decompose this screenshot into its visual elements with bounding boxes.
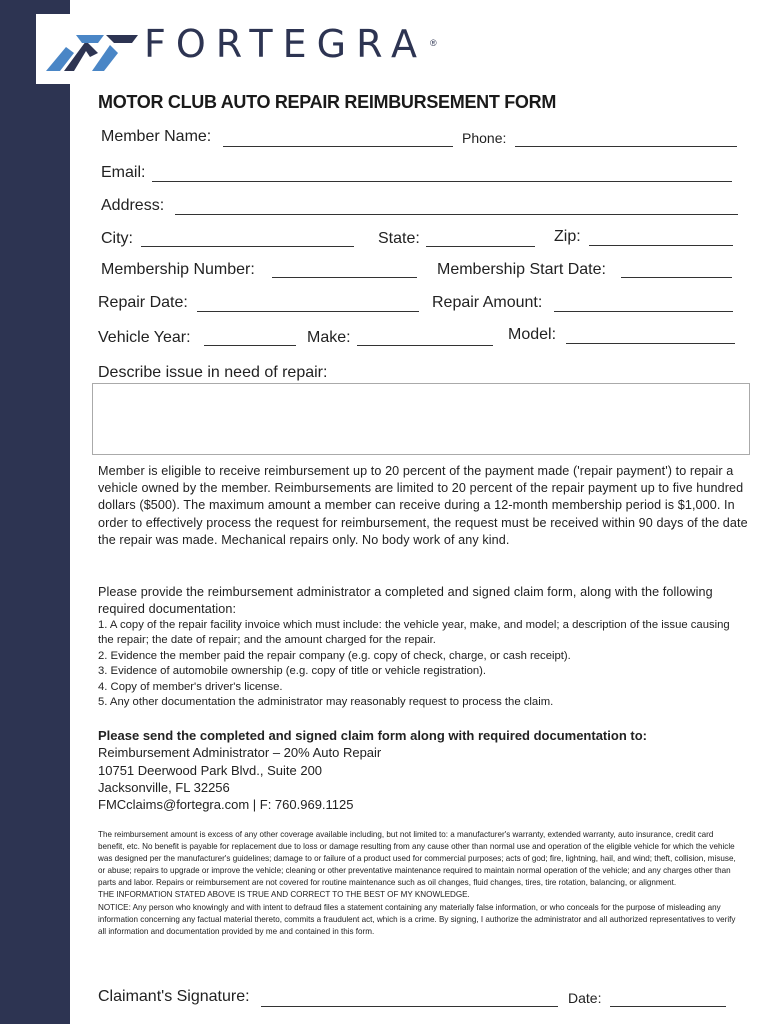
form-title: MOTOR CLUB AUTO REPAIR REIMBURSEMENT FORM: [98, 92, 557, 112]
member-name-field[interactable]: [223, 146, 453, 147]
fortegra-logo-mark-icon: [46, 27, 140, 71]
documentation-item: 1. A copy of the repair facility invoice which must include: the vehicle year, make, and model; a description of the issue causing the repair; the date of repair; and the amount charged for the repair.: [98, 619, 730, 647]
documentation-list: [98, 618, 748, 710]
membership-number-field[interactable]: [272, 277, 417, 278]
address-line-city: Jacksonville, FL 32256: [98, 780, 230, 795]
send-heading: Please send the completed and signed claim form along with required documentation to:: [98, 728, 647, 743]
documentation-item: 3. Evidence of automobile ownership (e.g. copy of title or vehicle registration).: [98, 665, 487, 678]
state-label: State:: [378, 230, 420, 247]
describe-issue-textarea[interactable]: [92, 383, 750, 455]
repair-amount-label: Repair Amount:: [432, 294, 543, 311]
documentation-item: 4. Copy of member's driver's license.: [98, 680, 283, 693]
address-label: Address:: [101, 197, 165, 214]
signature-label: Claimant's Signature:: [98, 988, 250, 1005]
fraud-notice: NOTICE: Any person who knowingly and with intent to defraud files a statement containing any materially false information, or who conceals for the purpose of misleading any information concerning any factual material thereto, commits a fraudulent act, which is a crime. By signing, I authorize the administrator and all authorized representatives to verify all information and documentation provided by me and contained in this form.: [98, 902, 736, 936]
left-sidebar-band: [0, 0, 70, 1024]
attestation-statement: THE INFORMATION STATED ABOVE IS TRUE AND CORRECT TO THE BEST OF MY KNOWLEDGE.: [98, 890, 470, 900]
address-line-street: 10751 Deerwood Park Blvd., Suite 200: [98, 763, 323, 778]
phone-label: Phone:: [462, 130, 507, 146]
documentation-item: 2. Evidence the member paid the repair company (e.g. copy of check, charge, or cash receipt).: [98, 649, 571, 662]
model-label: Model:: [508, 326, 557, 343]
model-field[interactable]: [566, 343, 735, 344]
signature-field[interactable]: [261, 1006, 558, 1007]
address-line-contact: FMCclaims@fortegra.com | F: 760.969.1125: [98, 797, 354, 812]
fine-print: [98, 829, 738, 938]
city-label: City:: [101, 230, 133, 247]
city-field[interactable]: [141, 246, 354, 247]
coverage-disclaimer: The reimbursement amount is excess of any other coverage available including, but not limited to: a manufacturer's warranty, extended warranty, auto insurance, credit card benefit, etc. No benefit is payable for replacement due to loss or damage resulting from any cause other than normal use and operation of the eligible vehicle for which the vehicle was designed per the manufacturer's guidelines; damage to or failure of a product used for commercial purposes; acts of god; fire, lightning, hail, and wind; theft, collision, misuse, or abuse; repairs to upgrade or improve the vehicle; cleaning or other preventative maintenance required to maintain normal operation of the vehicle; and any charges other than parts and labor. Repairs or reimbursement are not covered for routine maintenance such as oil changes, fluid changes, tires, tire rotation, balancing, or alignment.: [98, 830, 736, 888]
documentation-intro: Please provide the reimbursement administrator a completed and signed claim form, along with the following required documentation:: [98, 585, 713, 617]
membership-start-date-field[interactable]: [621, 277, 732, 278]
email-field[interactable]: [152, 181, 732, 182]
repair-date-label: Repair Date:: [98, 294, 188, 311]
date-field[interactable]: [610, 1006, 726, 1007]
repair-date-field[interactable]: [197, 311, 419, 312]
zip-label: Zip:: [554, 228, 581, 245]
make-field[interactable]: [357, 345, 493, 346]
state-field[interactable]: [426, 246, 535, 247]
zip-field[interactable]: [589, 245, 733, 246]
eligibility-paragraph: Member is eligible to receive reimbursement up to 20 percent of the payment made ('repair payment') to repair a vehicle owned by the member. Reimbursements are limited to 20 percent of the repair payment up to five hundred dollars ($500). The maximum amount a member can receive during a 12-month membership period is $1,000. In order to effectively process the request for reimbursement, the request must be received within 90 days of the date the repair was made. Mechanical repairs only. No body work of any kind.: [98, 464, 748, 547]
email-label: Email:: [101, 164, 146, 181]
vehicle-year-label: Vehicle Year:: [98, 329, 191, 346]
vehicle-year-field[interactable]: [204, 345, 296, 346]
date-label: Date:: [568, 990, 602, 1006]
member-name-label: Member Name:: [101, 128, 212, 145]
address-field[interactable]: [175, 214, 738, 215]
membership-number-label: Membership Number:: [101, 261, 255, 278]
membership-start-date-label: Membership Start Date:: [437, 261, 606, 278]
address-line-admin: Reimbursement Administrator – 20% Auto Repair: [98, 745, 382, 760]
registered-mark: ®: [430, 38, 437, 48]
describe-issue-label: Describe issue in need of repair:: [98, 364, 328, 381]
repair-amount-field[interactable]: [554, 311, 733, 312]
make-label: Make:: [307, 329, 351, 346]
phone-field[interactable]: [515, 146, 737, 147]
documentation-item: 5. Any other documentation the administrator may reasonably request to process the claim.: [98, 696, 554, 709]
fortegra-logo: [36, 14, 456, 84]
logo-text: FORTEGRA: [144, 22, 427, 66]
